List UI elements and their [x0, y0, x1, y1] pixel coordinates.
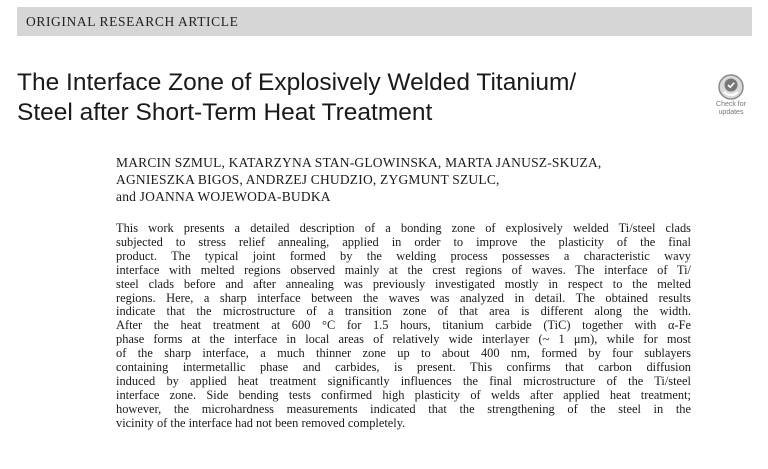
check-for-updates-badge[interactable] — [712, 74, 750, 118]
abstract-line: After the heat treatment at 600 °C for 1.5 hours, titanium carbide (TiC) together with α-Fe — [116, 318, 691, 333]
abstract-line: subjected to stress relief annealing, applied in order to improve the plasticity of the final — [116, 234, 691, 249]
title-line: Steel after Short-Term Heat Treatment — [17, 99, 433, 126]
section-banner — [17, 7, 752, 36]
check-for-updates-label: Check for updates — [716, 101, 746, 116]
abstract-line: vicinity of the interface had not been removed completely. — [116, 415, 406, 430]
author-line: and JOANNA WOJEWODA-BUDKA — [116, 189, 331, 204]
abstract-line: interface with melted regions observed mainly at the crest regions of waves. The interface of Ti/ — [116, 262, 691, 277]
abstract-line: interface zone. Side bending tests confirmed high plasticity of welds after applied heat treatment; — [116, 387, 691, 402]
author-line: AGNIESZKA BIGOS, ANDRZEJ CHUDZIO, ZYGMUNT SZULC, — [116, 172, 500, 187]
abstract-line: containing intermetallic phase and carbides, is present. This confirms that carbon diffusion — [116, 360, 691, 375]
abstract-line: however, the microhardness measurements indicated that the strengthening of the steel in the — [116, 401, 691, 416]
abstract-line: indicate that the microstructure of a transition zone of that area is different along the width. — [116, 304, 691, 319]
abstract-line: regions. Here, a sharp interface between the waves was analyzed in detail. The obtained results — [116, 290, 691, 305]
abstract-line: product. The typical joint formed by the welding process possesses a characteristic wavy — [116, 248, 691, 263]
abstract — [116, 222, 691, 431]
abstract-line: This work presents a detailed description of a bonding zone of explosively welded Ti/steel clads — [116, 221, 691, 235]
author-line: MARCIN SZMUL, KATARZYNA STAN-GLOWINSKA, MARTA JANUSZ-SKUZA, — [116, 155, 602, 170]
check-for-updates-icon — [718, 74, 744, 100]
author-list — [116, 154, 716, 205]
abstract-line: phase forms at the interface in local areas of relatively wide interlayer (~ 1 μm), while for most — [116, 332, 691, 347]
abstract-line: induced by applied heat treatment significantly influences the final microstructure of the Ti/steel — [116, 373, 691, 388]
abstract-line: steel clads before and after annealing was previously investigated mostly in respect to the melted — [116, 276, 691, 291]
article-title — [17, 68, 677, 128]
title-line: The Interface Zone of Explosively Welded Titanium/ — [17, 69, 577, 96]
abstract-line: of the sharp interface, a much thinner zone up to about 400 nm, formed by four sublayers — [116, 346, 691, 361]
section-label: ORIGINAL RESEARCH ARTICLE — [26, 14, 239, 29]
